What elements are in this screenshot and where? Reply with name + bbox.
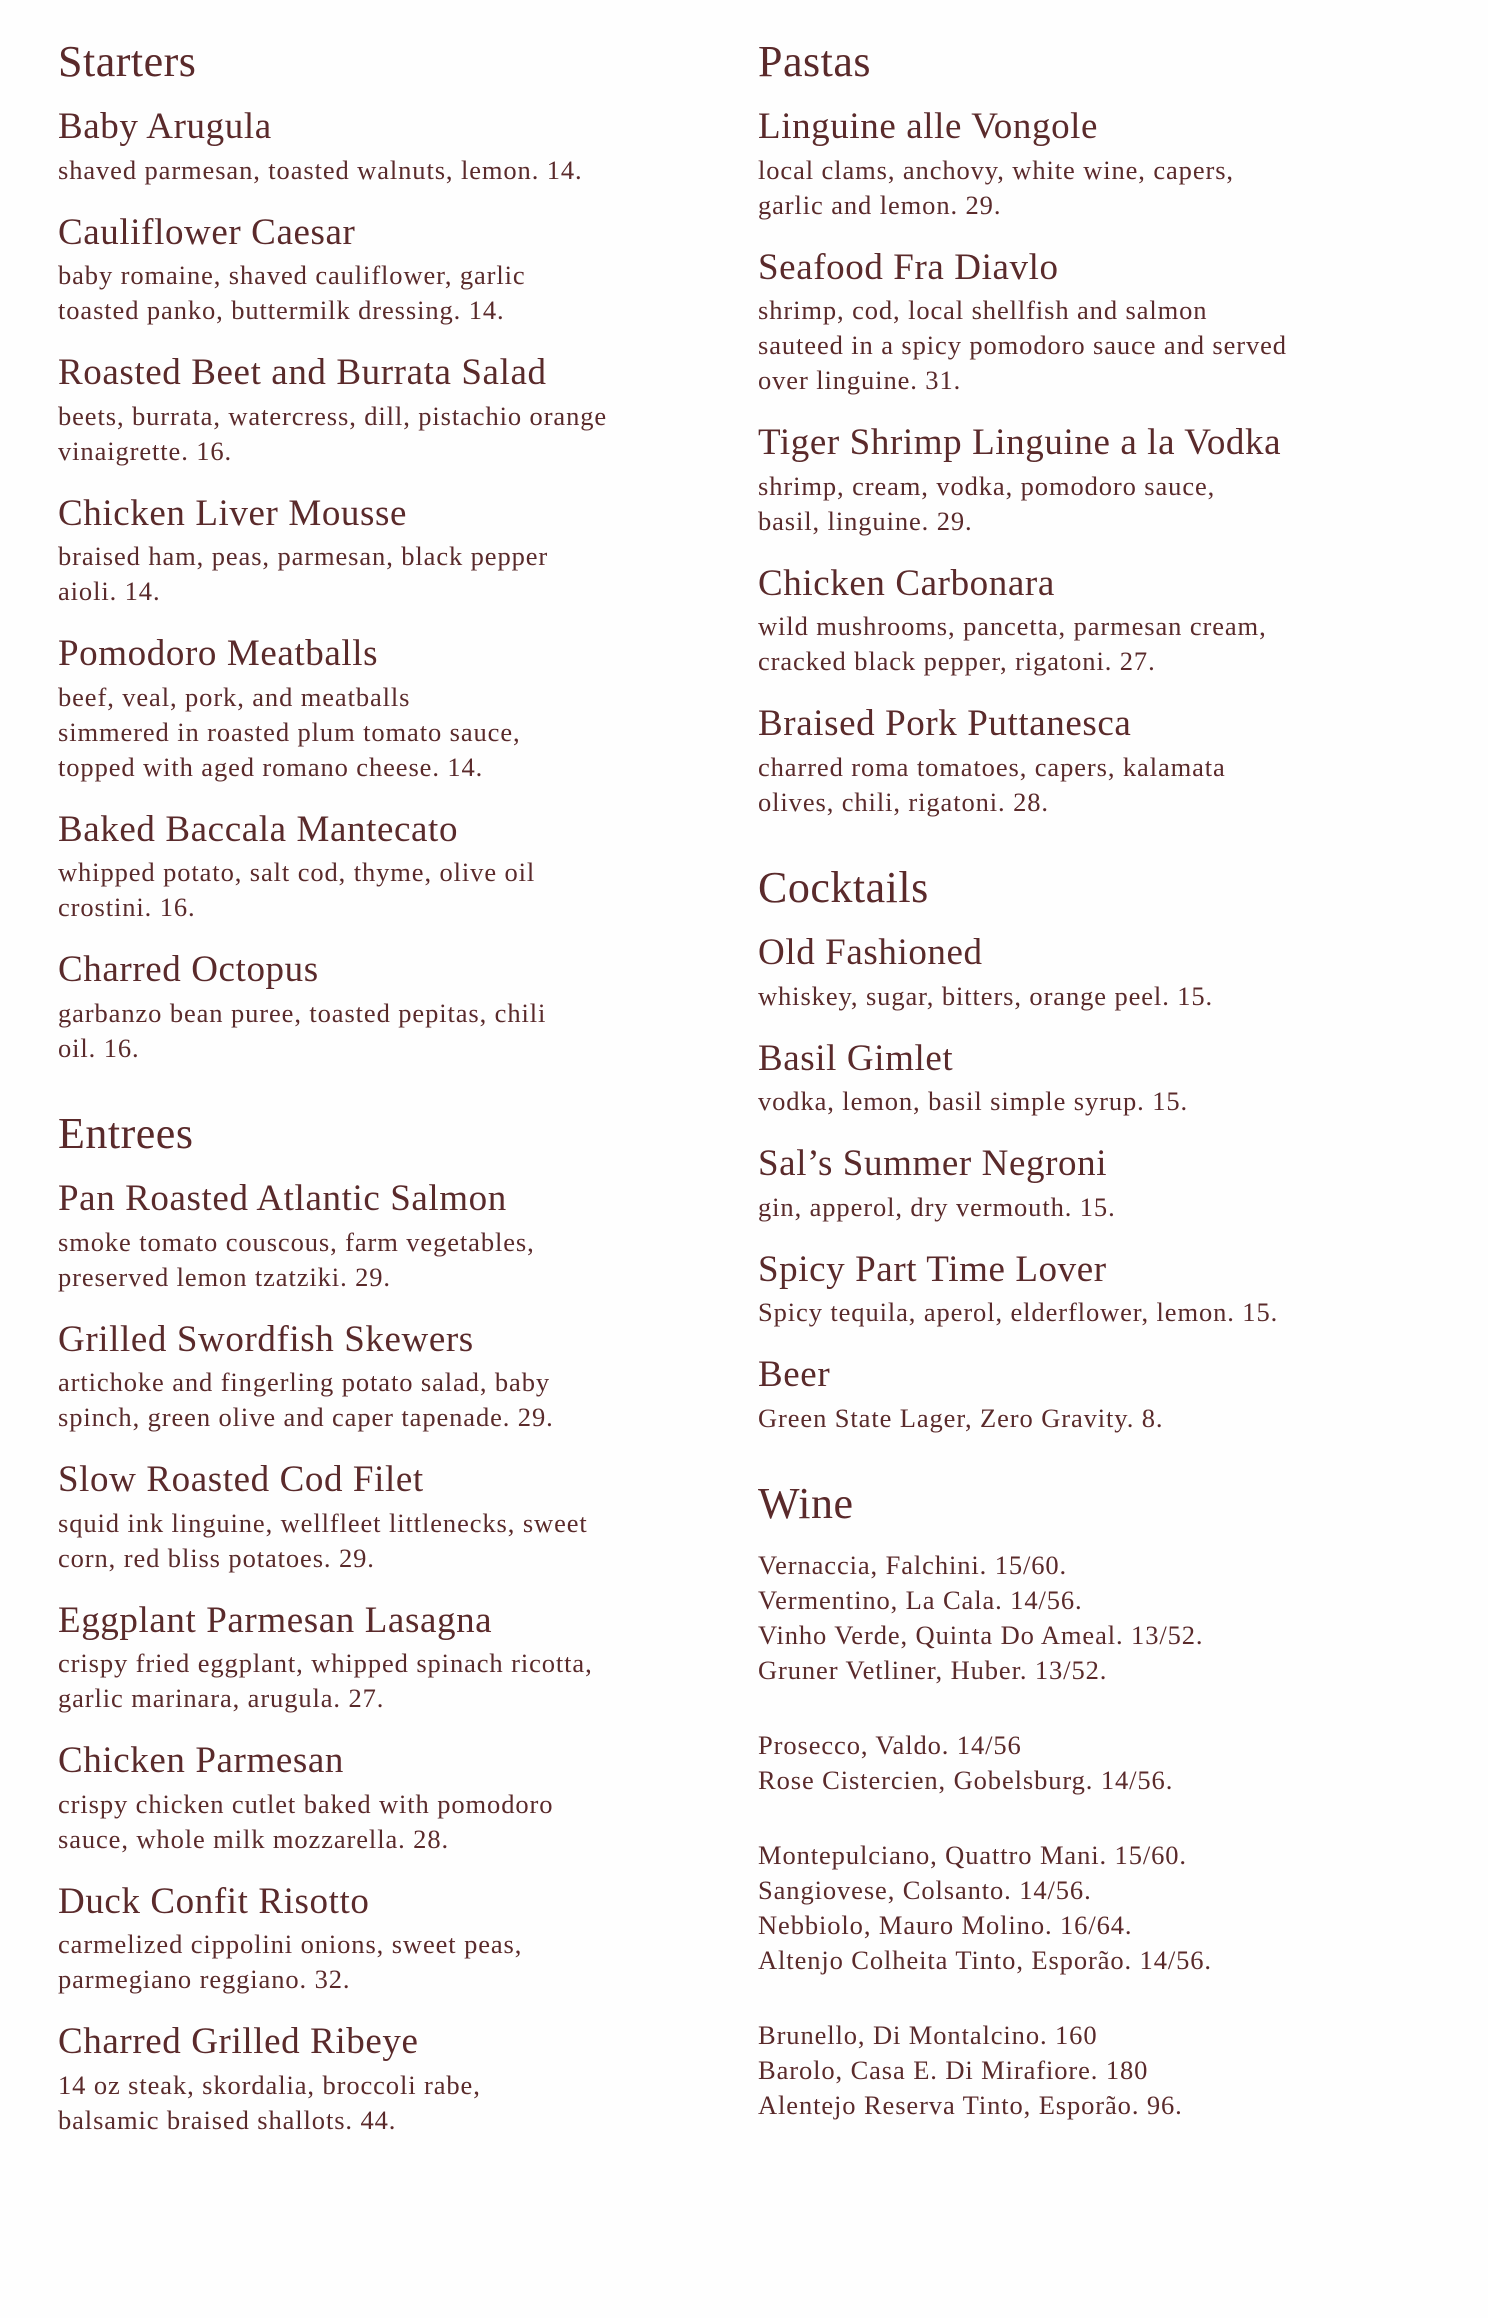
section-title: Cocktails: [758, 862, 929, 912]
description-line: carmelized cippolini onions, sweet peas,: [58, 1929, 523, 1960]
menu-item: [58, 1459, 698, 1575]
description-line: balsamic braised shallots. 44.: [58, 2104, 397, 2135]
item-name: Old Fashioned: [758, 932, 983, 974]
item-name: Braised Pork Puttanesca: [758, 703, 1132, 745]
section-title: Starters: [58, 37, 197, 86]
description-line: sauteed in a spicy pomodoro sauce and served: [758, 330, 1287, 361]
description-line: topped with aged romano cheese. 14.: [58, 751, 484, 782]
wine-entry: Alentejo Reserva Tinto, Esporão. 96.: [758, 2089, 1183, 2120]
wine-entry: Sangiovese, Colsanto. 14/56.: [758, 1874, 1092, 1905]
item-name: Basil Gimlet: [758, 1037, 954, 1079]
item-name: Chicken Carbonara: [758, 562, 1055, 604]
menu-item: [758, 247, 1418, 398]
wine-entry: Brunello, Di Montalcino. 160: [758, 2019, 1098, 2050]
item-description: [758, 1401, 1418, 1436]
description-line: over linguine. 31.: [758, 365, 962, 396]
menu-item: [758, 563, 1418, 679]
item-description: [758, 1295, 1418, 1330]
right-column: [758, 38, 1418, 2163]
description-line: whiskey, sugar, bitters, orange peel. 15.: [758, 980, 1214, 1011]
section-title: Pastas: [758, 37, 871, 86]
description-line: charred roma tomatoes, capers, kalamata: [758, 751, 1226, 782]
menu-list: [758, 932, 1418, 1436]
item-description: [58, 680, 698, 785]
item-description: [758, 750, 1418, 820]
wine-group: [758, 2018, 1418, 2123]
menu-item: [58, 352, 698, 468]
description-line: baby romaine, shaved cauliflower, garlic: [58, 260, 526, 291]
description-line: basil, linguine. 29.: [758, 505, 973, 536]
description-line: cracked black pepper, rigatoni. 27.: [758, 646, 1156, 677]
menu-item: [58, 809, 698, 925]
item-description: [758, 469, 1418, 539]
item-name: Baby Arugula: [58, 106, 272, 148]
item-name: Roasted Beet and Burrata Salad: [58, 352, 547, 394]
wine-entry: Vinho Verde, Quinta Do Ameal. 13/52.: [758, 1620, 1204, 1651]
item-name: Pan Roasted Atlantic Salmon: [58, 1178, 507, 1220]
item-name: Baked Baccala Mantecato: [58, 808, 459, 850]
item-description: [58, 153, 698, 188]
item-name: Cauliflower Caesar: [58, 211, 356, 253]
item-description: [758, 1084, 1418, 1119]
wine-entry: Vernaccia, Falchini. 15/60.: [758, 1550, 1068, 1581]
description-line: beets, burrata, watercress, dill, pistachio orange: [58, 400, 608, 431]
menu-list: [58, 106, 698, 1065]
item-name: Slow Roasted Cod Filet: [58, 1459, 424, 1501]
menu-item: [758, 1038, 1418, 1120]
wine-entry: Nebbiolo, Mauro Molino. 16/64.: [758, 1909, 1133, 1940]
wine-entry: Gruner Vetliner, Huber. 13/52.: [758, 1655, 1108, 1686]
item-description: [58, 996, 698, 1066]
starters-section: [58, 38, 698, 1066]
description-line: shrimp, cream, vodka, pomodoro sauce,: [758, 470, 1216, 501]
item-description: [58, 1506, 698, 1576]
item-name: Charred Octopus: [58, 949, 319, 991]
item-description: [58, 1646, 698, 1716]
description-line: spinch, green olive and caper tapenade. 29.: [58, 1402, 554, 1433]
item-name: Seafood Fra Diavlo: [758, 246, 1059, 288]
description-line: braised ham, peas, parmesan, black pepper: [58, 541, 549, 572]
item-name: Tiger Shrimp Linguine a la Vodka: [758, 422, 1282, 464]
item-description: [758, 609, 1418, 679]
menu-item: [758, 422, 1418, 538]
wine-list: [758, 1548, 1418, 2123]
description-line: aioli. 14.: [58, 576, 161, 607]
description-line: vinaigrette. 16.: [58, 435, 233, 466]
menu-item: [758, 106, 1418, 222]
description-line: shaved parmesan, toasted walnuts, lemon. 14.: [58, 154, 583, 185]
item-description: [58, 1927, 698, 1997]
item-description: [758, 153, 1418, 223]
description-line: whipped potato, salt cod, thyme, olive oil: [58, 857, 536, 888]
wine-group: [758, 1548, 1418, 1688]
wine-section: [758, 1480, 1418, 2123]
menu-item: [58, 2021, 698, 2137]
item-description: [58, 539, 698, 609]
description-line: crostini. 16.: [58, 892, 196, 923]
description-line: wild mushrooms, pancetta, parmesan cream,: [758, 611, 1267, 642]
menu-list: [58, 1178, 698, 2137]
description-line: local clams, anchovy, white wine, capers,: [758, 154, 1234, 185]
description-line: crispy chicken cutlet baked with pomodoro: [58, 1788, 554, 1819]
item-name: Charred Grilled Ribeye: [58, 2021, 419, 2063]
item-name: Pomodoro Meatballs: [58, 633, 379, 675]
item-name: Eggplant Parmesan Lasagna: [58, 1599, 493, 1641]
description-line: crispy fried eggplant, whipped spinach ricotta,: [58, 1648, 593, 1679]
item-name: Grilled Swordfish Skewers: [58, 1318, 474, 1360]
menu-item: [758, 932, 1418, 1014]
description-line: artichoke and fingerling potato salad, baby: [58, 1367, 550, 1398]
description-line: toasted panko, buttermilk dressing. 14.: [58, 295, 505, 326]
menu-item: [758, 1354, 1418, 1436]
menu-item: [58, 493, 698, 609]
item-name: Chicken Liver Mousse: [58, 492, 408, 534]
menu-item: [758, 1143, 1418, 1225]
description-line: beef, veal, pork, and meatballs: [58, 681, 411, 712]
item-description: [58, 1787, 698, 1857]
wine-entry: Montepulciano, Quattro Mani. 15/60.: [758, 1839, 1187, 1870]
menu-item: [58, 1178, 698, 1294]
entrees-section: [58, 1110, 698, 2138]
wine-entry: Rose Cistercien, Gobelsburg. 14/56.: [758, 1764, 1174, 1795]
left-column: [58, 38, 698, 2162]
description-line: garlic marinara, arugula. 27.: [58, 1683, 385, 1714]
item-name: Sal’s Summer Negroni: [758, 1143, 1108, 1185]
item-description: [58, 2068, 698, 2138]
description-line: oil. 16.: [58, 1032, 140, 1063]
item-name: Duck Confit Risotto: [58, 1880, 370, 1922]
wine-group: [758, 1838, 1418, 1978]
description-line: sauce, whole milk mozzarella. 28.: [58, 1823, 449, 1854]
item-description: [758, 293, 1418, 398]
menu-item: [58, 1600, 698, 1716]
item-description: [58, 258, 698, 328]
description-line: gin, apperol, dry vermouth. 15.: [758, 1191, 1116, 1222]
description-line: olives, chili, rigatoni. 28.: [758, 786, 1049, 817]
menu-item: [758, 1249, 1418, 1331]
item-name: Chicken Parmesan: [58, 1740, 344, 1782]
menu-item: [58, 1881, 698, 1997]
menu-item: [58, 1319, 698, 1435]
wine-entry: Prosecco, Valdo. 14/56: [758, 1730, 1022, 1761]
item-description: [58, 855, 698, 925]
description-line: Green State Lager, Zero Gravity. 8.: [758, 1402, 1164, 1433]
menu-item: [58, 949, 698, 1065]
item-name: Linguine alle Vongole: [758, 106, 1099, 148]
description-line: corn, red bliss potatoes. 29.: [58, 1542, 375, 1573]
description-line: preserved lemon tzatziki. 29.: [58, 1261, 391, 1292]
description-line: vodka, lemon, basil simple syrup. 15.: [758, 1086, 1189, 1117]
cocktails-section: [758, 864, 1418, 1436]
wine-entry: Altenjo Colheita Tinto, Esporão. 14/56.: [758, 1944, 1212, 1975]
description-line: shrimp, cod, local shellfish and salmon: [758, 295, 1208, 326]
item-description: [58, 399, 698, 469]
item-name: Beer: [758, 1354, 831, 1396]
description-line: garlic and lemon. 29.: [758, 189, 1002, 220]
description-line: parmegiano reggiano. 32.: [58, 1964, 351, 1995]
item-description: [58, 1365, 698, 1435]
description-line: squid ink linguine, wellfleet littlenecks, sweet: [58, 1507, 588, 1538]
description-line: Spicy tequila, aperol, elderflower, lemon. 15.: [758, 1297, 1279, 1328]
menu-item: [58, 212, 698, 328]
description-line: 14 oz steak, skordalia, broccoli rabe,: [58, 2069, 481, 2100]
item-description: [758, 1190, 1418, 1225]
menu-list: [758, 106, 1418, 819]
item-description: [58, 1225, 698, 1295]
section-title: Wine: [758, 1478, 854, 1528]
description-line: garbanzo bean puree, toasted pepitas, chili: [58, 997, 547, 1028]
wine-entry: Barolo, Casa E. Di Mirafiore. 180: [758, 2054, 1149, 2085]
wine-group: [758, 1728, 1418, 1798]
menu-item: [58, 633, 698, 784]
pastas-section: [758, 38, 1418, 820]
wine-entry: Vermentino, La Cala. 14/56.: [758, 1585, 1083, 1616]
menu-item: [758, 703, 1418, 819]
item-description: [758, 979, 1418, 1014]
menu-item: [58, 106, 698, 188]
menu-item: [58, 1740, 698, 1856]
item-name: Spicy Part Time Lover: [758, 1248, 1107, 1290]
section-title: Entrees: [58, 1108, 194, 1158]
description-line: simmered in roasted plum tomato sauce,: [58, 716, 521, 747]
description-line: smoke tomato couscous, farm vegetables,: [58, 1226, 535, 1257]
